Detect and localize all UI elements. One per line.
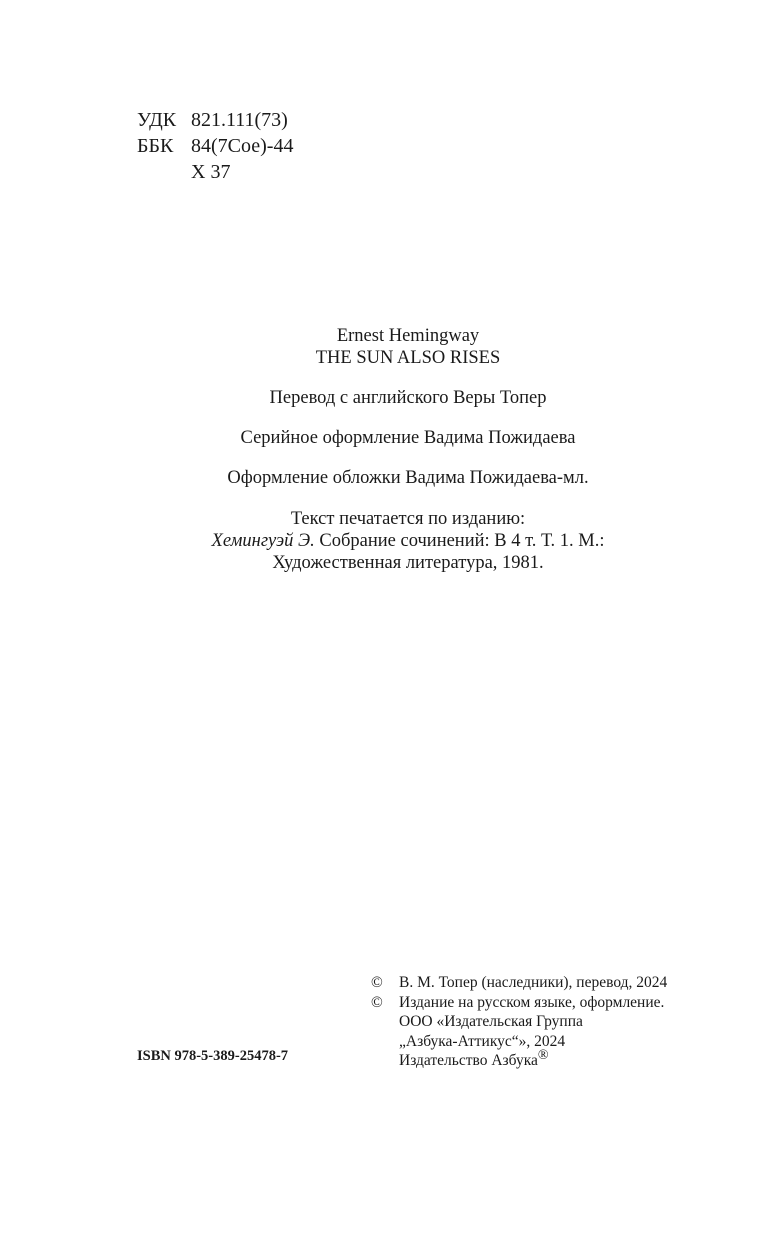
udk-line bbox=[137, 107, 293, 133]
translation-credit: Перевод с английского Веры Топер bbox=[269, 388, 547, 408]
author-mark: Х 37 bbox=[191, 161, 231, 183]
copyright-line-publisher-name bbox=[371, 1032, 667, 1052]
source-edition-intro: Текст печатается по изданию: bbox=[290, 509, 526, 529]
copyright-imprint-text: Издательство Азбука bbox=[399, 1052, 538, 1069]
source-edition-details: Собрание сочинений: В 4 т. Т. 1. М.: bbox=[314, 531, 605, 551]
bbk-value: 84(7Сое)-44 bbox=[191, 135, 294, 157]
classification-block bbox=[137, 107, 293, 185]
copyright-line-edition bbox=[371, 993, 667, 1013]
copyright-publisher-group-text: ООО «Издательская Группа bbox=[399, 1013, 583, 1030]
series-design-credit-block bbox=[0, 427, 768, 449]
copyright-line-publisher-group bbox=[371, 1012, 667, 1032]
copyright-edition-text: Издание на русском языке, оформление. bbox=[399, 993, 665, 1011]
bbk-line bbox=[137, 133, 293, 159]
isbn: ISBN 978-5-389-25478-7 bbox=[137, 1048, 289, 1064]
copyright-line-imprint bbox=[371, 1047, 667, 1071]
series-design-credit: Серийное оформление Вадима Пожидаева bbox=[240, 428, 576, 448]
bbk-label: ББК bbox=[137, 135, 174, 157]
copyright-symbol: © bbox=[371, 974, 383, 991]
udk-label: УДК bbox=[137, 109, 177, 131]
copyright-publisher-name-text: „Азбука-Аттикус“», 2024 bbox=[399, 1032, 566, 1050]
original-title-block bbox=[0, 325, 768, 369]
original-author: Ernest Hemingway bbox=[336, 326, 480, 346]
copyright-symbol: © bbox=[371, 993, 383, 1011]
source-edition-block bbox=[0, 508, 768, 574]
source-edition-author: Хемингуэй Э. bbox=[211, 531, 315, 551]
original-title: THE SUN ALSO RISES bbox=[315, 348, 501, 368]
source-edition-line2: Художественная литература, 1981. bbox=[272, 553, 544, 573]
cover-design-credit-block bbox=[0, 467, 768, 489]
source-edition-line1 bbox=[0, 530, 768, 552]
udk-value: 821.111(73) bbox=[191, 109, 288, 131]
copyright-line-translation bbox=[371, 973, 667, 993]
copyright-block bbox=[371, 973, 667, 1071]
registered-mark-icon: ® bbox=[537, 1047, 549, 1063]
translation-credit-block bbox=[0, 387, 768, 409]
author-mark-line bbox=[137, 159, 293, 185]
copyright-translation-text: В. М. Топер (наследники), перевод, 2024 bbox=[399, 974, 668, 991]
cover-design-credit: Оформление обложки Вадима Пожидаева-мл. bbox=[227, 468, 589, 488]
